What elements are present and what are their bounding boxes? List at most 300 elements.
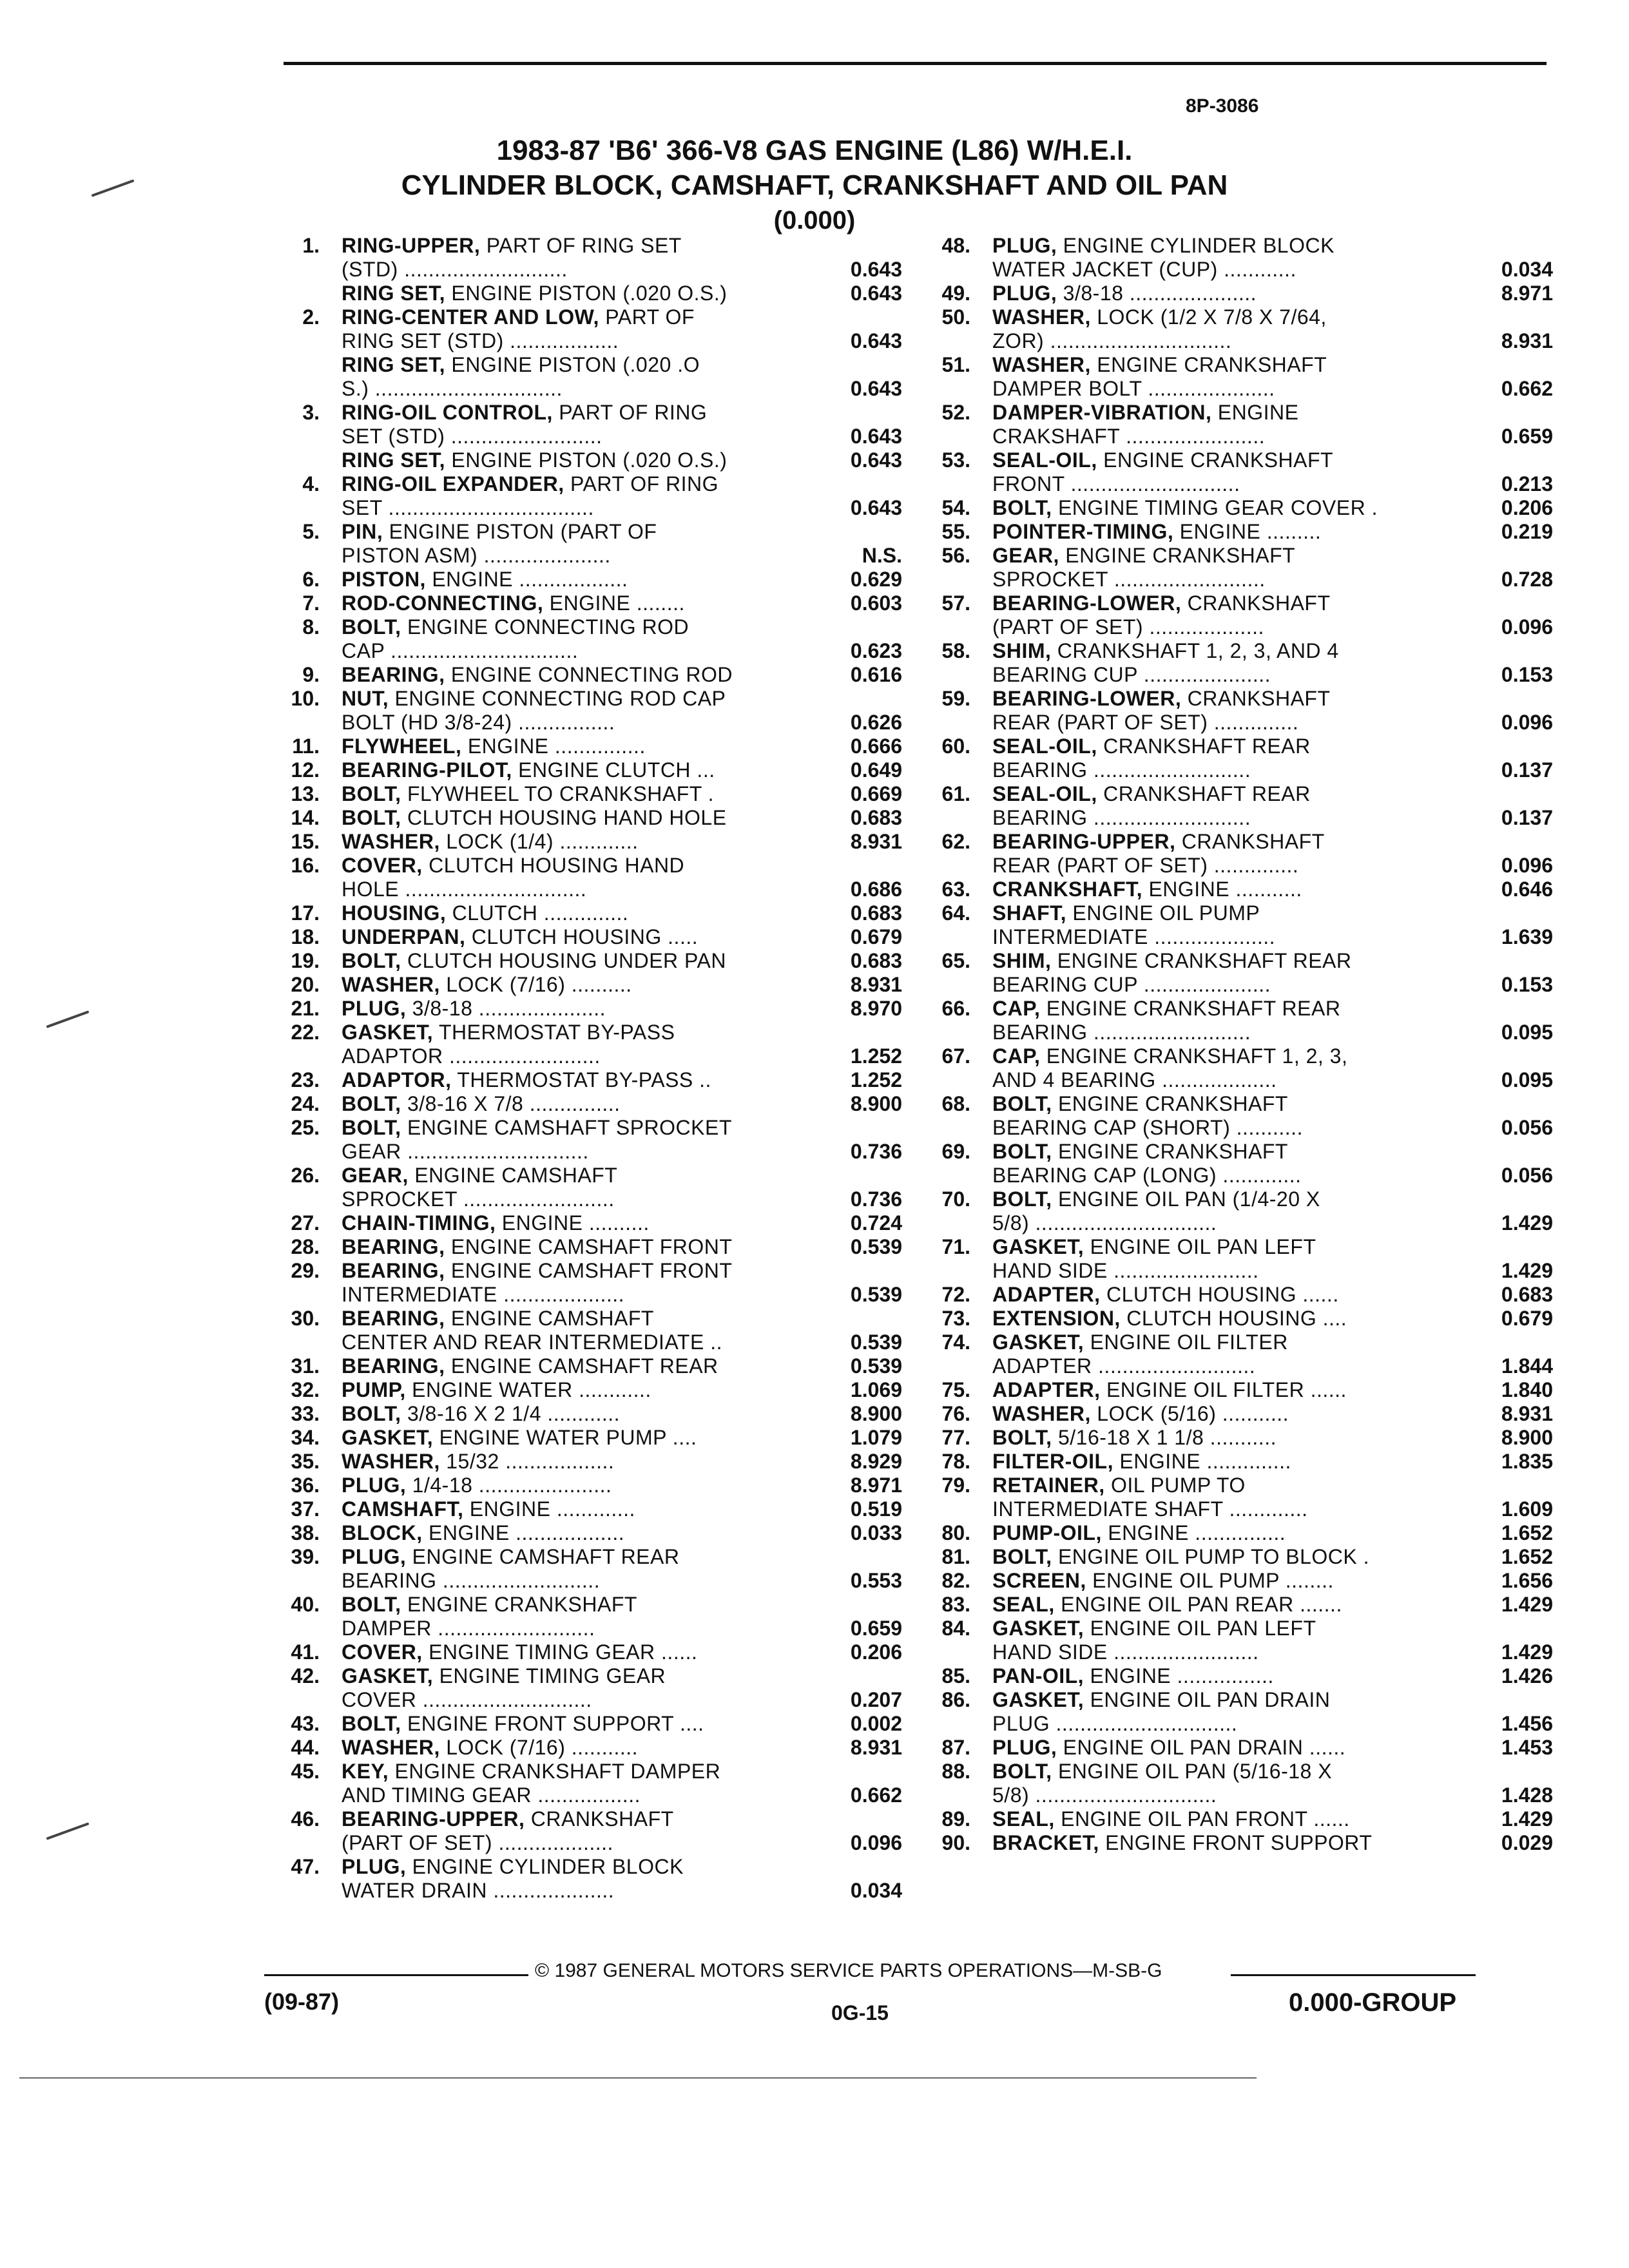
- part-entry: [258, 1021, 902, 1044]
- part-entry-continued: [909, 1211, 1553, 1235]
- group-number: 1.639: [1501, 925, 1553, 948]
- part-description: [342, 687, 812, 711]
- group-number: 0.029: [1501, 1831, 1553, 1854]
- part-entry: [258, 830, 902, 854]
- part-detail: INTERMEDIATE ....................: [992, 925, 1276, 948]
- item-number: 68.: [941, 1092, 970, 1115]
- part-detail: CLUTCH HOUSING .....: [465, 925, 699, 948]
- part-entry-continued: [909, 615, 1553, 639]
- part-entry-continued: [258, 544, 902, 568]
- part-entry-continued: [909, 1259, 1553, 1283]
- part-name: GASKET,: [992, 1331, 1084, 1354]
- part-entry: [909, 1140, 1553, 1164]
- item-number: 75.: [941, 1378, 970, 1401]
- part-detail: ENGINE ........: [543, 591, 685, 615]
- group-number: 8.931: [1501, 1402, 1553, 1425]
- part-name: CRANKSHAFT,: [992, 878, 1143, 901]
- part-entry: [909, 282, 1553, 305]
- part-name: GEAR,: [342, 1164, 409, 1187]
- part-description: [342, 735, 812, 758]
- part-description: [342, 1760, 812, 1783]
- item-number: 74.: [941, 1331, 970, 1354]
- part-detail: CLUTCH HOUSING ....: [1120, 1307, 1347, 1330]
- part-detail: CRANKSHAFT: [1181, 687, 1331, 710]
- part-detail: 3/8-16 X 2 1/4 ............: [401, 1402, 621, 1425]
- group-number: 0.643: [850, 258, 902, 281]
- item-number: 65.: [941, 949, 970, 972]
- group-number: 0.219: [1501, 520, 1553, 543]
- item-number: 28.: [291, 1235, 320, 1258]
- part-name: GASKET,: [992, 1688, 1084, 1711]
- part-detail: BEARING CUP .....................: [992, 663, 1271, 686]
- part-detail: ENGINE PISTON (.020 .O: [445, 353, 700, 376]
- group-number: 0.623: [850, 639, 902, 662]
- item-number: 85.: [941, 1664, 970, 1687]
- part-description: [992, 949, 1463, 973]
- part-entry: [258, 305, 902, 329]
- part-detail: CAP ...............................: [342, 639, 579, 662]
- group-number: 0.616: [850, 663, 902, 686]
- item-number: 3.: [302, 401, 320, 424]
- part-name: COVER,: [342, 854, 423, 877]
- title-line-3: (0.000): [773, 206, 856, 235]
- part-detail: COVER ............................: [342, 1688, 592, 1711]
- group-number: 0.683: [850, 901, 902, 925]
- part-name: RING SET,: [342, 448, 445, 472]
- part-detail: BEARING ..........................: [992, 1021, 1251, 1044]
- part-entry-continued: [258, 1688, 902, 1712]
- group-number: 8.900: [1501, 1426, 1553, 1449]
- part-entry: [258, 1593, 902, 1617]
- group-number: 8.971: [1501, 282, 1553, 305]
- part-detail: PART OF RING: [552, 401, 708, 424]
- item-number: 70.: [941, 1187, 970, 1211]
- item-number: 46.: [291, 1807, 320, 1831]
- part-detail: ENGINE .............: [463, 1497, 635, 1521]
- part-description: [992, 1402, 1463, 1426]
- group-number: 1.609: [1501, 1497, 1553, 1521]
- group-number: 1.656: [1501, 1569, 1553, 1592]
- part-description: [992, 1760, 1463, 1783]
- item-number: 84.: [941, 1617, 970, 1640]
- part-description: [992, 901, 1463, 925]
- part-detail: ENGINE ...........: [1142, 878, 1302, 901]
- part-name: RING-UPPER,: [342, 234, 481, 257]
- part-entry: [258, 949, 902, 973]
- part-description: [992, 1474, 1463, 1497]
- part-entry: [909, 901, 1553, 925]
- part-entry: [909, 305, 1553, 329]
- group-number: 0.539: [850, 1235, 902, 1258]
- group-number: 0.643: [850, 425, 902, 448]
- part-description: [342, 1164, 812, 1187]
- part-entry: [258, 1402, 902, 1426]
- item-number: 80.: [941, 1521, 970, 1544]
- part-description: [992, 1092, 1463, 1116]
- group-number: 1.429: [1501, 1640, 1553, 1664]
- part-detail: ENGINE CRANKSHAFT REAR: [1040, 997, 1341, 1020]
- part-description: [992, 1331, 1463, 1354]
- item-number: 90.: [941, 1831, 970, 1854]
- item-number: 35.: [291, 1450, 320, 1473]
- part-detail: ENGINE TIMING GEAR COVER .: [1052, 496, 1378, 519]
- part-description: [342, 568, 812, 591]
- group-number: 0.095: [1501, 1068, 1553, 1091]
- part-entry-continued: [909, 973, 1553, 997]
- part-description: [342, 854, 812, 878]
- part-entry: [909, 1402, 1553, 1426]
- part-detail: BOLT (HD 3/8-24) ................: [342, 711, 615, 734]
- part-entry: [909, 353, 1553, 377]
- part-description: [992, 1569, 1463, 1593]
- group-number: 0.056: [1501, 1164, 1553, 1187]
- part-detail: ENGINE CRANKSHAFT: [1097, 448, 1334, 472]
- group-number: 8.970: [850, 997, 902, 1020]
- part-entry-continued: [909, 472, 1553, 496]
- part-entry: [909, 735, 1553, 758]
- part-entry-continued: [258, 1044, 902, 1068]
- part-entry-continued: [909, 1164, 1553, 1187]
- group-number: 0.649: [850, 758, 902, 782]
- part-entry-continued: [258, 1617, 902, 1640]
- part-detail: BEARING CAP (LONG) .............: [992, 1164, 1302, 1187]
- part-entry-continued: [258, 353, 902, 377]
- group-number: 0.736: [850, 1140, 902, 1163]
- part-description: [342, 353, 812, 377]
- part-description: [342, 1354, 812, 1378]
- part-entry: [258, 782, 902, 806]
- group-number: 0.096: [1501, 711, 1553, 734]
- part-entry-continued: [909, 711, 1553, 735]
- part-detail: CLUTCH ..............: [446, 901, 629, 925]
- part-name: DAMPER-VIBRATION,: [992, 401, 1212, 424]
- part-entry: [909, 878, 1553, 901]
- part-description: [992, 1021, 1463, 1044]
- part-name: ROD-CONNECTING,: [342, 591, 544, 615]
- part-name: BOLT,: [992, 1545, 1052, 1568]
- part-name: BEARING-UPPER,: [992, 830, 1176, 853]
- item-number: 50.: [941, 305, 970, 329]
- part-entry: [258, 735, 902, 758]
- part-entry-continued: [909, 1640, 1553, 1664]
- part-description: [342, 520, 812, 544]
- part-description: [992, 329, 1463, 353]
- part-detail: LOCK (5/16) ...........: [1090, 1402, 1289, 1425]
- footer-date: (09-87): [264, 1988, 340, 2015]
- part-description: [342, 377, 812, 401]
- part-name: BOLT,: [342, 1593, 401, 1616]
- part-detail: CLUTCH HOUSING ......: [1100, 1283, 1339, 1306]
- part-description: [992, 1235, 1463, 1259]
- part-detail: ENGINE FRONT SUPPORT ....: [401, 1712, 704, 1735]
- part-description: [992, 1712, 1463, 1736]
- part-name: RING-CENTER AND LOW,: [342, 305, 599, 329]
- part-entry: [258, 1068, 902, 1092]
- part-description: [992, 1497, 1463, 1521]
- part-entry: [909, 1545, 1553, 1569]
- part-entry: [258, 1235, 902, 1259]
- part-name: GEAR,: [992, 544, 1059, 567]
- group-number: 0.603: [850, 591, 902, 615]
- part-entry: [258, 1307, 902, 1331]
- group-number: 0.213: [1501, 472, 1553, 495]
- group-number: 1.429: [1501, 1211, 1553, 1235]
- part-description: [342, 1807, 812, 1831]
- item-number: 7.: [302, 591, 320, 615]
- part-entry-continued: [909, 568, 1553, 591]
- item-number: 62.: [941, 830, 970, 853]
- group-number: 0.643: [850, 377, 902, 400]
- part-description: [992, 782, 1463, 806]
- part-description: [992, 353, 1463, 377]
- footer-group: 0.000-GROUP: [1289, 1988, 1457, 2017]
- part-name: BEARING-PILOT,: [342, 758, 512, 782]
- part-name: SEAL-OIL,: [992, 782, 1097, 805]
- part-detail: LOCK (1/4) .............: [439, 830, 639, 853]
- part-entry: [909, 1831, 1553, 1855]
- item-number: 81.: [941, 1545, 970, 1568]
- part-description: [342, 282, 812, 305]
- part-name: RING-OIL CONTROL,: [342, 401, 553, 424]
- item-number: 10.: [291, 687, 320, 710]
- part-entry-continued: [909, 758, 1553, 782]
- part-detail: ENGINE TIMING GEAR: [433, 1664, 666, 1687]
- part-detail: BEARING ..........................: [342, 1569, 601, 1592]
- part-entry-continued: [258, 496, 902, 520]
- part-detail: ENGINE OIL PAN (5/16-18 X: [1052, 1760, 1333, 1783]
- part-detail: AND 4 BEARING ...................: [992, 1068, 1277, 1091]
- item-number: 25.: [291, 1116, 320, 1139]
- part-name: UNDERPAN,: [342, 925, 466, 948]
- item-number: 89.: [941, 1807, 970, 1831]
- part-detail: RING SET (STD) ..................: [342, 329, 619, 352]
- part-entry-continued: [909, 1783, 1553, 1807]
- item-number: 37.: [291, 1497, 320, 1521]
- part-description: [992, 1640, 1463, 1664]
- part-description: [992, 687, 1463, 711]
- group-number: 1.428: [1501, 1783, 1553, 1807]
- part-detail: ENGINE PISTON (.020 O.S.): [445, 282, 728, 305]
- part-detail: 1/4-18 ......................: [406, 1474, 612, 1497]
- group-number: 0.539: [850, 1331, 902, 1354]
- group-number: 0.096: [1501, 615, 1553, 639]
- part-detail: REAR (PART OF SET) ..............: [992, 854, 1299, 877]
- item-number: 63.: [941, 878, 970, 901]
- part-name: RING SET,: [342, 282, 445, 305]
- part-description: [992, 1783, 1463, 1807]
- part-entry: [258, 1450, 902, 1474]
- part-detail: ENGINE ................: [1084, 1664, 1274, 1687]
- item-number: 86.: [941, 1688, 970, 1711]
- part-description: [342, 472, 812, 496]
- group-number: 8.931: [850, 1736, 902, 1759]
- part-entry-continued: [258, 639, 902, 663]
- group-number: 8.931: [1501, 329, 1553, 352]
- part-description: [992, 1140, 1463, 1164]
- part-description: [992, 1211, 1463, 1235]
- part-description: [342, 448, 812, 472]
- part-detail: HAND SIDE ........................: [992, 1259, 1259, 1282]
- part-entry: [909, 687, 1553, 711]
- group-number: 8.929: [850, 1450, 902, 1473]
- group-number: 0.002: [850, 1712, 902, 1735]
- group-number: 0.519: [850, 1497, 902, 1521]
- part-detail: BEARING ..........................: [992, 806, 1251, 829]
- part-entry-continued: [909, 854, 1553, 878]
- item-number: 82.: [941, 1569, 970, 1592]
- part-detail: SPROCKET .........................: [342, 1187, 615, 1211]
- part-detail: ENGINE CONNECTING ROD: [445, 663, 733, 686]
- part-name: PISTON,: [342, 568, 426, 591]
- part-detail: INTERMEDIATE SHAFT .............: [992, 1497, 1308, 1521]
- part-entry: [258, 568, 902, 591]
- part-description: [342, 1331, 812, 1354]
- part-description: [992, 305, 1463, 329]
- part-entry: [258, 1474, 902, 1497]
- part-detail: THERMOSTAT BY-PASS ..: [451, 1068, 711, 1091]
- item-number: 78.: [941, 1450, 970, 1473]
- part-description: [992, 735, 1463, 758]
- part-entry: [909, 949, 1553, 973]
- part-name: ADAPTOR,: [342, 1068, 452, 1091]
- item-number: 44.: [291, 1736, 320, 1759]
- group-number: 0.207: [850, 1688, 902, 1711]
- part-entry-continued: [909, 258, 1553, 282]
- part-name: PLUG,: [992, 234, 1057, 257]
- part-detail: PISTON ASM) .....................: [342, 544, 611, 567]
- part-entry-continued: [909, 925, 1553, 949]
- part-name: NUT,: [342, 687, 389, 710]
- part-entry: [909, 496, 1553, 520]
- group-number: 0.033: [850, 1521, 902, 1544]
- part-detail: ENGINE CYLINDER BLOCK: [406, 1855, 684, 1878]
- part-entry: [258, 1354, 902, 1378]
- item-number: 76.: [941, 1402, 970, 1425]
- part-entry: [258, 1259, 902, 1283]
- part-description: [992, 1259, 1463, 1283]
- part-entry: [258, 1855, 902, 1879]
- part-description: [342, 496, 812, 520]
- part-detail: ENGINE OIL PAN FRONT ......: [1054, 1807, 1350, 1831]
- part-name: BOLT,: [342, 806, 401, 829]
- part-entry: [258, 1545, 902, 1569]
- part-entry-continued: [909, 1712, 1553, 1736]
- part-detail: DAMPER BOLT .....................: [992, 377, 1275, 400]
- group-number: 0.643: [850, 282, 902, 305]
- item-number: 58.: [941, 639, 970, 662]
- part-description: [342, 973, 812, 997]
- part-detail: OIL PUMP TO: [1104, 1474, 1246, 1497]
- part-entry: [258, 806, 902, 830]
- item-number: 54.: [941, 496, 970, 519]
- part-description: [992, 1688, 1463, 1712]
- part-name: GASKET,: [342, 1664, 434, 1687]
- doc-number: 8P-3086: [1186, 95, 1259, 117]
- item-number: 27.: [291, 1211, 320, 1235]
- item-number: 51.: [941, 353, 970, 376]
- part-detail: ENGINE FRONT SUPPORT: [1099, 1831, 1373, 1854]
- part-entry-continued: [258, 329, 902, 353]
- part-entry: [258, 1664, 902, 1688]
- group-number: 0.736: [850, 1187, 902, 1211]
- part-description: [342, 258, 812, 282]
- part-name: PLUG,: [992, 282, 1057, 305]
- part-detail: ENGINE CAMSHAFT REAR: [445, 1354, 718, 1378]
- group-number: 0.137: [1501, 806, 1553, 829]
- part-name: BEARING,: [342, 1354, 445, 1378]
- item-number: 29.: [291, 1259, 320, 1282]
- part-entry: [909, 544, 1553, 568]
- part-name: SEAL-OIL,: [992, 735, 1097, 758]
- part-entry-continued: [258, 1569, 902, 1593]
- part-detail: PART OF RING: [564, 472, 719, 495]
- group-number: 0.686: [850, 878, 902, 901]
- part-name: BOLT,: [342, 1402, 401, 1425]
- part-name: GASKET,: [342, 1426, 434, 1449]
- part-entry: [258, 901, 902, 925]
- part-description: [992, 1593, 1463, 1617]
- part-entry: [909, 591, 1553, 615]
- part-name: WASHER,: [342, 1450, 440, 1473]
- part-entry-continued: [909, 806, 1553, 830]
- top-rule: [284, 62, 1547, 65]
- part-entry: [909, 1736, 1553, 1760]
- part-detail: GEAR ..............................: [342, 1140, 589, 1163]
- part-detail: ENGINE OIL PUMP: [1066, 901, 1260, 925]
- part-entry: [258, 401, 902, 425]
- group-number: 1.835: [1501, 1450, 1553, 1473]
- part-name: BOLT,: [992, 1140, 1052, 1163]
- part-entry: [258, 520, 902, 544]
- bottom-rule: [19, 2077, 1257, 2079]
- group-number: 1.429: [1501, 1807, 1553, 1831]
- part-description: [342, 615, 812, 639]
- item-number: 17.: [291, 901, 320, 925]
- group-number: 0.662: [850, 1783, 902, 1807]
- part-description: [342, 1092, 812, 1116]
- part-detail: ENGINE CLUTCH ...: [512, 758, 715, 782]
- part-name: CHAIN-TIMING,: [342, 1211, 496, 1235]
- item-number: 4.: [302, 472, 320, 495]
- part-detail: CRANKSHAFT REAR: [1097, 735, 1311, 758]
- part-detail: CLUTCH HOUSING HAND HOLE: [401, 806, 727, 829]
- part-entry-continued: [258, 1783, 902, 1807]
- part-description: [992, 758, 1463, 782]
- part-detail: CLUTCH HOUSING HAND: [422, 854, 685, 877]
- part-entry-continued: [258, 1140, 902, 1164]
- item-number: 88.: [941, 1760, 970, 1783]
- item-number: 21.: [291, 997, 320, 1020]
- item-number: 39.: [291, 1545, 320, 1568]
- item-number: 55.: [941, 520, 970, 543]
- item-number: 6.: [302, 568, 320, 591]
- part-name: RING SET,: [342, 353, 445, 376]
- part-name: PLUG,: [992, 1736, 1057, 1759]
- part-entry: [258, 854, 902, 878]
- item-number: 67.: [941, 1044, 970, 1068]
- item-number: 1.: [302, 234, 320, 257]
- part-entry: [909, 639, 1553, 663]
- part-entry-continued: [909, 329, 1553, 353]
- item-number: 9.: [302, 663, 320, 686]
- part-description: [992, 591, 1463, 615]
- part-detail: 5/8) ..............................: [992, 1783, 1217, 1807]
- item-number: 53.: [941, 448, 970, 472]
- group-number: 8.931: [850, 830, 902, 853]
- part-name: BLOCK,: [342, 1521, 423, 1544]
- part-detail: ENGINE CRANKSHAFT: [1052, 1140, 1288, 1163]
- part-description: [992, 854, 1463, 878]
